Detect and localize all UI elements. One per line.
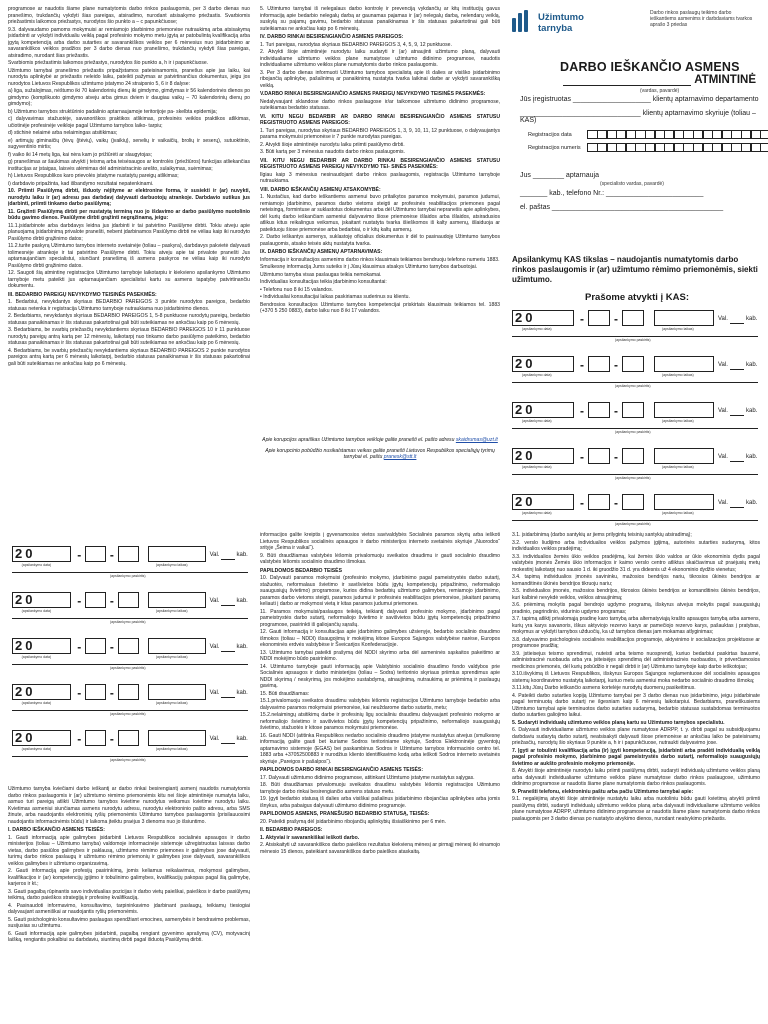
bottom-middle-paragraph: 15.2.nelaimingų atsitikimų darbe ir profesinių ligų socialiniu draudimu dalyvaujant profesinio mokymo ar neformaliojo švietimo ir savišvietos būdu įgytų kompetencijų pripažinimo, neformaliojo suaugusiųjų švietimo, stažuotės ir kitose paramos mokymuisi priemonėse. [260,712,500,731]
visit-heading: Prašome atvykti į KAS: [585,292,690,303]
room-field[interactable] [221,651,234,652]
year-prefix: 20 [15,730,36,745]
middle-paragraph: Ilgiau kaip 3 mėnesius nesinaudojant darbo rinkos paslaugomis, registracija Užimtumo tarnyboje nutraukiama. [260,171,500,184]
bottom-middle-paragraph: 17. Dalyvauti užimtumo didinimo programose, atitinkant Užimtumo įstatyme nustatytus sąlygas. [260,774,475,781]
appointment-row[interactable] [12,638,248,660]
form-title: DARBO IEŠKANČIO ASMENS [560,60,740,74]
purpose-line[interactable] [12,618,248,619]
appointment-row[interactable] [12,684,248,706]
bottom-left-paragraph: 6. Gauti informaciją apie galimybes įsidarbinti, pagalbą rengiant gyvenimo aprašymą (CV), motyvacinį laišką, rengiantis pokalbiui su darbdaviu, siuntimą dirbti pagal išduotą Pasiūlymą dirbti. [8,930,250,943]
bottom-right-paragraph: 4. Pateikti darbo sutarties kopiją Užimtumo tarnybai per 3 darbo dienas nuo įsidarbinimo, jeigu įsidarbinate pagal terminuotą darbo sutartį ne ilgesniam kaip 6 mėnesių laikotarpiui. Bedarbiams, praneškusiems Užimtumo tarnybai apie terminuotos darbo sutarties sudarymą, bedarbio statusas sustabdomas terminuotos darbo sutarties galiojimo laikui. [512,692,760,718]
digit-box[interactable] [760,130,768,139]
time-unit-label: Val. [718,500,728,506]
middle-paragraph: Smulkesnę informaciją Jums suteiks ir į Jūsų klausimus atsakys Užimtumo tarnybos darbuotojai. [260,264,478,270]
time-caption: (apsilankymo laikas) [662,373,694,377]
date-separator: - [77,686,82,700]
bottom-middle-paragraph: 15.1.privalomuoju sveikatos draudimu valstybės lėšomis registracijos Užimtumo tarnyboje bedarbio arba dalyvavimo paramos mokymuisi priemonėse, kai neuždarome darbo sutartis, metu; [260,698,500,711]
appointment-date-field[interactable] [12,592,71,608]
middle-paragraph: IV. DARBO RINKAI BESIRENGIANČIO ASMENS PAREIGOS: [260,34,404,40]
time-unit-label: Val. [209,690,220,696]
visit-purpose-text: Apsilankymų KAS tikslas – naudojantis numatytomis darbo rinkos paslaugomis ir (ar) užimtumo rėmimo priemonėmis, siekti užimtumo. [512,255,758,284]
purpose-line[interactable] [12,664,248,665]
year-prefix: 20 [515,402,536,417]
bottom-middle-paragraph: 14. Užimtumo tarnyboje gauti informaciją apie Valstybinio socialinio draudimo fondo valdybos prie Socialinės apsaugos ir darbo ministerijos (toliau – Sodra) teritorinio skyriaus priimtus sprendimus apie NDDI skyrimą / neskyrimą, jos mokėjimo sustabdymą, atnaujinimą, nutraukimą ar priėmimą ir paslaugų gavimą. [260,663,500,689]
bottom-right-paragraph: 3.11.kitų Jūsų Darbo ieškančio asmens kortelėje nurodytų duomenų pasikeitimus. [512,685,696,691]
bottom-middle-paragraph: 2. Atsiskaityti už savarankiškos darbo paieškos rezultatus kiekvieną mėnesį ar pirmąjį mėnesį iki einamojo mėnesio 15 dienos, pateikiant savarankiškos darbo paieškos ataskaitą. [260,842,500,855]
date-separator: - [109,548,114,562]
bottom-right-paragraph: 9.1. negalėjimą atvykti šioje atmintinėje nustatytu laiku arba nuotoliniu būdu gauti kvietimą atvykti priimti pasiūlymą dirbti, sudaryti individualų užimtumo veiklos planą arba dalyvauti individualiame užimtumo veiklos plane numatytose ADRPP, užimtumo didinimo programose ar naudotis šiame plane numatytomis darbo rinkos paslaugomis per 3 darbo dienas po nustatyto atvykimo dienos, nurodant neatvykimo priežastis. [512,796,760,822]
date-caption: (apsilankymo data) [522,327,552,331]
date-caption: (apsilankymo data) [522,419,552,423]
year-prefix: 20 [15,684,36,699]
day-field[interactable] [118,592,139,608]
month-field[interactable] [588,448,610,464]
bottom-right-paragraph: 6. Dalyvauti individualiame užimtumo veiklos plane numatytose ADRPP, t. y. dirbti pagal su subsidijuojamu darbdaviu sudarytą darbo sutartį, neatsisakyti dalyvauti šiose priemonėse ar anksčiau laiko be pateisinamų priežasčių, nurodytų šio skyriaus 9 punkte a, h ir i papunkčiuose, nutraukti dalyvavimo jose. [512,727,760,746]
bottom-middle-paragraph: PAPILDOMOS ASMENS, PRANEŠUSIO BEDARBIO STATUSĄ, TEISĖS: [260,811,430,817]
bottom-middle-paragraph: 12. Gauti informaciją ir konsultacijas apie įdarbinimo galimybes užsienyje, bedarbio socialinio draudimo išmokos (toliau – NDDI) išsaugojimą ir mokėjimą kitose Europos Sąjungos valstybėse narėse, Europos ekonominės erdvės valstybėse ir Šveicarijos Konfederacijoje. [260,629,500,648]
time-caption: (apsilankymo laikas) [155,609,188,613]
date-separator: - [77,594,82,608]
middle-paragraph: 3. Per 3 darbo dienas informuoti Užimtumo tarnybos specialistą apie iš dalies ar visiško įsidarbinimo ribojančią aplinkybę, pašalinimą ar panaikinimą nustatyta tvarka laikinai darbe ar vykdyti savarankišką veiklą. [260,69,500,89]
bottom-middle-paragraph: PAPILDOMOS DARBO RINKAI BESIRENGIANČIO ASMENS TEISĖS: [260,767,424,773]
day-field[interactable] [622,448,644,464]
date-separator: - [614,404,618,418]
appointment-date-field[interactable] [12,638,71,654]
month-field[interactable] [588,494,610,510]
middle-paragraph: Nedalyvaujant sklandose darbo rinkos paslaugose ir/ar taikomose užimtumo didinimo programose, suteikiamas bedarbio statusas. [260,98,500,111]
appointment-row[interactable] [512,310,758,332]
day-field[interactable] [622,494,644,510]
month-field[interactable] [588,356,610,372]
month-field[interactable] [588,310,610,326]
middle-column-text [260,6,500,476]
middle-paragraph: 5. Užimtumo tarnybai iš nelegalaus darbo kontrolę ir prevenciją vykdančių ar kitų institucijų gavus informaciją apie bedarbio nelegalų darbą ar gaunamas pajamas ir (ar) nelegalų darbą, nelendarų veiklą, suskylą su pajamų gavimu, bedarbio statusas panaikinamas ir šis statusas pakartotinai gali būti suteikiamas ne anksčiau kaip po 6 mėnesių. [260,6,500,32]
month-field[interactable] [85,638,106,654]
left-paragraph: Užimtumo tarnybai pranešimo priežastis pripažįstamos pateisinamomis, pranešus apie jas laiku, kai nurodyta aplinkybė ar priežastis neleido laiku, pateikti pažymas ar patvirtinančius dokumentus, jeigu jos nurodytos Lietuvos Respublikos užimtumo įstatymo 24 straipsnio 5, 6 ir 8 dalyse: [8,67,250,87]
appointment-time-field[interactable] [148,730,206,746]
appointment-date-field[interactable] [512,494,574,510]
purpose-caption: (apsilankymo paskirtis) [110,620,146,624]
stt-email-link[interactable]: pranesk@stt.lt [383,454,417,460]
left-paragraph: e) artimųjų giminaičių (tėvų (įtėvių), vaikų (įvaikių), senelių ir vaikaičių, brolių ir seserų), sutuoktinio, sugyventinio mirtis; [8,137,250,150]
registration-date-label: Registracijos data [528,132,572,138]
bottom-left-paragraph: I. DARBO IEŠKANČIO ASMENS TEISĖS: [8,827,105,833]
left-paragraph: 4. Bedarbiams, be svarbių priežasčių nevykdantiems skyriaus BEDARBIO PAREIGOS 2 punkte nurodytos pareigos antrą kartą per 6 mėnesių laikotarpį, bedarbio statusas panaikinamas ir šis statusas pakartotinai gali būti suteikiamas ne anksčiau kaip po 6 mėnesių. [8,347,250,367]
appointment-time-field[interactable] [654,356,714,372]
left-paragraph: d) stichinė nelaimė arba nelaimingas atsitikimas; [8,130,118,136]
day-field[interactable] [118,684,139,700]
purpose-caption: (apsilankymo paskirtis) [615,384,651,388]
corruption-email-link[interactable]: skaidrumas@uzt.lt [455,437,498,443]
date-separator: - [77,732,82,746]
bottom-right-paragraph: 3.4. tapimą individualios įmonės savininku, mažosios bendrijos nariu, tikrosios ūkinės bendrijos ar komanditinės ūkinės bendrijos tikruoju nariu; [512,574,760,587]
room-field[interactable] [730,507,744,508]
room-label: kab. [746,454,758,460]
year-prefix: 20 [15,546,36,561]
date-separator: - [614,358,618,372]
bottom-left-text [8,786,250,1020]
appointment-date-field[interactable] [12,546,71,562]
date-caption: (apsilankymo data) [21,563,52,567]
purpose-line[interactable] [512,336,758,337]
room-label: kab. [236,552,248,558]
month-field[interactable] [85,592,106,608]
bottom-right-paragraph: 9. Pranešti telefonu, elektroniniu paštu arba pačiu Užimtumo tarnybai apie: [512,788,694,795]
bottom-right-paragraph: 3.1. įsidarbinimą (darbo santykių ar jiems prilygintų teisinių santykių atsiradimą); [512,532,692,538]
bottom-right-paragraph: 8. Atvykti šioje atmintinėje nurodytu laiku priimti pasiūlymą dirbti, sudaryti individualų užimtumo veiklos planą arba dalyvauti individualiame užimtumo veiklos plane numatytose darbo rinkos paslaugose, užimtumo didinimo programose ar naudotis šiame plane numatytomis darbo rinkos paslaugomis. [512,768,760,787]
middle-paragraph: 2. Darbo ieškantys asmenys, suklastoję oficialius dokumentus ir dėl to pasinaudoję Užimtumo tarnybos paslaugomis, atsako teisės aktų nustatyta tvarka. [260,234,500,247]
year-prefix: 20 [515,448,536,463]
bottom-left-paragraph: 3. Gauti pagalbą rūpinantis savo individualias pozicijas ir darbo vietų paieškai, paieškos ir darbo pasiūlymų teikimą, darbo paieškos strategiją ir profesinę kvalifikaciją. [8,888,250,901]
day-field[interactable] [622,310,644,326]
logo-line-1: Užimtumo [538,12,584,23]
bottom-middle-text [260,532,500,1022]
bottom-middle-paragraph: 9. Būti draudžiamas valstybės lėšomis privalomuoju sveikatos draudimu ir gauti socialinio draudimo valstybės lėšomis socialinio draudimo išmokas. [260,552,500,565]
bottom-left-paragraph: 2. Gauti informaciją apie profesijų pasirinkimą, jomis keliamus reikalavimus, mokymosi galimybes, kvalifikacijos ir (ar) kompetencijų įgijimo ir tobulinimo galimybes, kvalifikacijų pakopas pagal šią galimybę, karjeros ir kt.; [8,868,250,887]
room-label: kab. [236,598,248,604]
left-paragraph: 9.3. dalyvaudamo pamoms mokymuisi ar remiamojo įdarbinimo priemonėse nutraukimą arba atsisakymą įsidarbinti ar vykdyti individualiu veiklą pagal profesinio mokymo metu įgytą ar patobulintą kvalifikaciją arba įgytą kompetenciją arba darbo sutarties ar savarankiškos veiklos per 6 mėnesius nuo įsidarbinimo ar savarankiškos veiklos pradžios per 3 darbo dienas nuo pranešimo, trukdančių vykdyti šias pareigas, atsiradimo, nurodant šias priežastis. [8,26,250,59]
bottom-middle-paragraph: II. BEDARBIO PAREIGOS: [260,827,323,833]
purpose-line[interactable] [512,382,758,383]
purpose-caption: (apsilankymo paskirtis) [110,574,146,578]
bottom-middle-paragraph: 15. Būti draudžiamas: [260,690,310,697]
bottom-left-paragraph: 5. Gauti psichologinio konsultavimo paslaugas spendžiant emocines, asmenybės ir bendravimo problemas, susijusias su užimtumu. [8,916,250,929]
day-field[interactable] [118,638,139,654]
bottom-right-paragraph: 3.3. individualios žemės ūkio veiklos pradėjimą, kai žemės ūkio valdos ar ūkio ekonominis dydis pagal valstybės įmonės Žemės ūkio informacijos ir kaimo verslo centro atliktus skaičiavimus už praėjusių metų mokestinį laikotarpį nuo sausio 1 d. iki gruodžio 31 d. yra didesnis už 4 ekonominio dydžio vienetus; [512,553,760,573]
bottom-right-paragraph: 5. Sudaryti individualų užimtumo veiklos planą kartu su Užimtumo tarnybos specialistu. [512,719,725,726]
middle-paragraph: VI. KITU NEGU BEDARBIR AR DARBO RINKAI BESIRENGIANČIO ASMENS STATUSU REGISTRUOTO ASMENS PAREIGOS: [260,113,500,126]
bottom-right-paragraph: 3.7. tapimą atliktį privalomąją pradinę karo tarnybą arba alternatyviąją krašto apsaugos tarnybą arba asmens, kurių yra karys savanoris, iškus aktyviojo rezervo karys ar pamečiojo rezervo karys, pašauktas į pratybas, mokymus ar vykdyti tarnybos užduočių, ka už tarnybos dienas jam mokamas atlyginimas; [512,616,760,635]
middle-paragraph: 1. Nustačius, kad darbo ieškantiems asmenui buvo pritaikytos paramos mokymuisi, paramos judumui, remiamojo įdarbinimo, paramos darbo vietoms steigti ar profesinės reabilitacijos priemones pagal neteisingą, formintuse ar suklastotus dokumentus arba dėl Užimtumo tarnybai nepranešis apie aplinkybes, dėl kurių darbo ieškančiam asmeniui dalyvavimo šiose priemonėse išlaidos arba išlaidos, atsiradusios atlikus kitus reikalingus veiksmus, įskaitant nustatyta tvarka išieškomos iš kalty asmenų, išlaiduoja ar pateiktuoju šiose priemonėse arba bedarbiai, o ir kitų kaltų asmenų. [260,194,500,233]
middle-paragraph: Užimtumo tarnyba visas paslaugas teikia nemokamai. [260,271,382,278]
day-field[interactable] [118,730,139,746]
name-caption: (vardas, pavardė) [640,88,680,94]
appointment-row[interactable] [12,546,248,568]
left-paragraph: Svarbiomis priežastimis laikomos priežastys, nurodytos šio punkto a, h ir i papunkčiuose. [8,60,209,66]
left-paragraph: b) Užimtumo tarnybos struktūrinio padalinio aptarnaujamoje teritorijoje pa- skelbta epidemija; [8,108,217,115]
appointment-time-field[interactable] [148,592,206,608]
bottom-middle-paragraph: 13. Užimtumo tarnybai pateikti prašymą dėl NDDI skyrimo arba dėl asmeninės sąskaitos pakeitimo ar NDDI mokėjimo būdo pasirinkimo. [260,649,500,662]
appointment-row[interactable] [512,448,758,470]
email-field[interactable]: el. paštas ____________________________________________ [520,204,724,211]
room-field[interactable] [221,697,234,698]
purpose-line[interactable] [512,428,758,429]
middle-paragraph: 1. Turi pareigas, nurodytas skyriaus BEDARBIO PAREIGOS 3, 4, 5, 9, 12 punktuose. [260,41,452,48]
registration-number-boxes[interactable] [588,143,768,152]
corruption-note-text-1: Apie korupcijos apraiškas Užimtumo tarnybos veikloje galite pranešti el. pašto adresu [262,437,455,443]
purpose-caption: (apsilankymo paskirtis) [615,430,651,434]
registered-office-field[interactable]: _______________________________ klientų aptarnavimo skyriuje (toliau – KAS) [520,110,756,124]
month-field[interactable] [85,730,106,746]
left-paragraph: f) vaiko iki 14 metų liga, kai nėra kam jo prižiūrėti ar slaugytojas; [8,151,153,158]
purpose-caption: (apsilankymo paskirtis) [110,758,146,762]
date-caption: (apsilankymo data) [21,655,52,659]
date-separator: - [580,358,584,372]
month-field[interactable] [588,402,610,418]
digit-box[interactable] [760,143,768,152]
bottom-middle-paragraph: 1. Aktyviai ir savarankiškai ieškoti darbo. [260,834,360,841]
bottom-middle-paragraph: 20. Pateikti prašymą dėl įsidarbinimo ribojančių aplinkybių išsiaiškinimo per 6 mėn. [260,818,447,825]
bottom-right-paragraph: 3.2. verslo liudijimo arba individualios veiklos pažymos įgijimą, autorinės sutarties sudarymą, kitos individualios veiklos pradėjimą; [512,539,760,552]
left-paragraph: 1. Bedarbiui, nevykdantys skyriaus BEDARBIO PAREIGOS 3 punkte nurodytos pareigos, bedarbio statusas netenka ir registracija Užimtumo tarnyboje nutraukiama nuo įsidarbinimo dienos. [8,299,250,312]
bottom-right-paragraph: 3.10.išvykimą iš Lietuvos Respublikos, išskyrus Europos Sąjungos reglamentuose dėl socialinės apsaugos sistemų koordinavimo nustatytą laikotarpį, kuriuo metu asmeniui moka nedarbo socialinio draudimo išmoką; [512,671,760,684]
appointment-time-field[interactable] [654,448,714,464]
appointment-time-field[interactable] [148,546,206,562]
time-caption: (apsilankymo laikas) [155,563,188,567]
middle-paragraph: V.DARBO RINKAI BESIRENGIANČIO ASMENS PAREIGŲ NEVYKDYMO TEISINĖS PASEKMĖS: [260,91,486,97]
time-caption: (apsilankymo laikas) [662,327,694,331]
middle-paragraph: IX. DARBO IEŠKANČIŲ ASMENŲ APTARNAVIMAS: [260,249,383,255]
date-separator: - [109,732,114,746]
registration-date-boxes[interactable] [588,130,768,139]
form-subtitle: ATMINTINĖ [520,74,756,86]
registration-number-label: Registracijos numeris [528,145,581,151]
middle-paragraph: Individualias konsultacijas teikia įdarbinimo konsultantai: [260,279,387,285]
middle-paragraph: • Individualiai konsultacijai laikas paskiriamas suderinus su klientu. [260,294,410,300]
purpose-line[interactable] [12,572,248,573]
middle-paragraph: VII. KITU NEGU BEDARBIR AR DARBO RINKAI BESIRENGIANČIO ASMENS STATUSU REGISTRUOTO ASMENS PAREIGŲ NEVYKDYMO TEI- SINĖS PASEKMĖS: [260,157,500,170]
date-caption: (apsilankymo data) [522,373,552,377]
year-prefix: 20 [515,356,536,371]
time-caption: (apsilankymo laikas) [155,747,188,751]
date-separator: - [109,686,114,700]
middle-paragraph: VIII. DARBO IEŠKANČIŲ ASMENŲ ATSAKOMYBĖ: [260,186,381,193]
date-separator: - [614,450,618,464]
middle-paragraph: 3. Būti kartą per 3 mėnesius naudotis darbo rinkos paslaugomis. [260,149,405,155]
day-field[interactable] [622,402,644,418]
time-caption: (apsilankymo laikas) [155,701,188,705]
bottom-middle-paragraph: 11. Paramos mokymuisi/paslaugos teikėją, teikiantį dalyvauti profesinio mokymo, įdarbinimo pagal pameistrystės darbo sutartį, neformaliojo švietimo ir savišvietos būdu įgytų kompetencijų pripažinimo programose, pasirinkti iš galiojančių sąrašų. [260,608,500,628]
room-label: kab. [236,644,248,650]
appointment-time-field[interactable] [654,402,714,418]
date-caption: (apsilankymo data) [21,701,52,705]
left-paragraph: 11.1.įsidarbinote arba darbdavys leidna jus įdarbinti ir tai patvirtino Pasiūlyme dirbti. Tokiu atveju apie planuojamą įsidarbinimą privalote pranešti, nebent įdarbinamos Pasiūlymo dirbti ne vėliau kaip iki nurodyto Pasiūlymo dirbti grąžinimo datos; [8,222,250,242]
bottom-right-paragraph: 3.5. individualios įmonės, mažosios bendrijos, tikrosios ūkinės bendrijos ar komanditinės ūkinės bendrijos, kuri kalbinė nevykdė veiklos, veiklos atnaujinimą; [512,588,760,601]
registered-department-field[interactable]: Jūs įregistruotas ____________________ klientų aptarnavimo departamento [520,96,759,103]
room-label: kab. [236,736,248,742]
room-field[interactable] [730,461,744,462]
date-separator: - [77,548,82,562]
purpose-caption: (apsilankymo paskirtis) [615,338,651,342]
bottom-right-paragraph: 7. Įgyti ar tobulinti kvalifikaciją arba (ir) įgyti kompetenciją, įsidarbinti arba pradėti individualią veiklą pagal profesinio mokymo, įdarbinimo pagal pameistrystės darbo sutartį, neformaliojo suaugusiųjų švietimo ar aukšto profesinio mokymo priemonėje. [512,747,760,767]
room-label: kab. [746,362,758,368]
time-unit-label: Val. [209,598,220,604]
date-separator: - [109,640,114,654]
bottom-right-paragraph: 3.9. jstieisejus teismo sprendimui, nuteisti arba teismo nuosprendį, kuriuo bedarbiui paskirtas bausmė, administracinė nuobauda arba yra įsiteisėjęs sprendimą dėl administracinės nuobaudos, ir priverčiamosios medicinos priemonės, dėl kurių pobūdžio ir negali dirbti ir (ar) Užimtumo tarnyboje kaip darbo ieškotojas; [512,650,760,670]
appointment-row[interactable] [512,494,758,516]
appointment-time-field[interactable] [148,638,206,654]
appointment-date-field[interactable] [512,356,574,372]
middle-paragraph: Bendrosios konsultacijos Užimtumo tarnybos kompetencijai priskirtais klausimais teikiamos tel. 1883 (+370 5 250 0883), darbo laiku nuo 8 iki 17 valandos. [260,301,500,314]
date-separator: - [109,594,114,608]
appointment-date-field[interactable] [12,684,71,700]
room-field[interactable] [730,323,744,324]
day-field[interactable] [118,546,139,562]
left-paragraph: 12. Saugoti šią atmintinę registracijos Užimtumo tarnyboje laikotarpiu ir kiekvieno apsilankymo Užimtumo tarnyboje metu pateikti jus aptarnaujančiam specialistui kartu su asmens tapatybę patvirtinančiu dokumentu. [8,270,250,289]
advisor-caption: (specialisto vardas, pavardė) [600,181,664,187]
date-caption: (apsilankymo data) [21,747,52,751]
date-separator: - [580,404,584,418]
room-field[interactable] [221,559,234,560]
bottom-middle-paragraph: 10. Dalyvauti paramos mokymuisi (profesinio mokymo, įdarbinimo pagal pameistrystės darbo sutartį, stažuotės, neformalaus švietimo ir savišvietos būdu įgytų kompetencijų pripažinimo, neformaliojo suaugusiųjų švietimo) programose, kurios didina bedarbių užimtumo galimybes, remiamojo įdarbinimo, paramos darbo vietoms steigti, paramos judumui ir profesinės reabilitacijos priemonėse, įskaitant paramą keliauti į darbo ar mokymosi vietą ir kitas paramos judumui priemones. [260,575,500,607]
purpose-caption: (apsilankymo paskirtis) [615,476,651,480]
month-field[interactable] [85,684,106,700]
bottom-right-paragraph: 3.8. dalyvavimo psichologinės socialinės reabilitacijos programoje, aktyvinimo ir socializacijos projektuose ar programose pradžią; [512,636,760,649]
time-unit-label: Val. [718,454,728,460]
middle-paragraph: • Telefonu nuo 8 iki 15 valandos. [260,286,334,293]
time-caption: (apsilankymo laikas) [155,655,188,659]
date-separator: - [77,640,82,654]
date-separator: - [580,496,584,510]
year-prefix: 20 [515,494,536,509]
corruption-note-text-2: Apie korupcinio pobūdžio nusikalstamas veikas galite pranešti Lietuvos Respublikos specialiųjų tyrimų tarnybai el. paštu [265,447,495,460]
logo-line-2: tarnyba [538,23,573,34]
uzimtumo-tarnyba-logo [512,8,592,44]
bottom-middle-paragraph: 19. Įgyti bedarbio statusą iš dalies arba visiškai pašalinus įsidarbinimo ribojančias aplinkybes arba jomis išnykus, arba pabaigus dalyvauti užimtumo didinimo programoje. [260,796,500,809]
appointment-date-field[interactable] [512,402,574,418]
time-caption: (apsilankymo laikas) [662,511,694,515]
bottom-middle-paragraph: informacijos galite kreiptis į gyvenamosios vietos savivaldybės Socialinės paramos skyrių arba ieškoti Lietuvos Respublikos socialinės apsaugos ir darbo ministerijos interneto svetainės skyriuje „Nuorodos“ srityje „Šeima ir vaikai“). [260,532,500,551]
purpose-caption: (apsilankymo paskirtis) [615,522,651,526]
bottom-left-paragraph: 1. Gauti informaciją apie galimybes įsidarbinti Lietuvos Respublikos socialinės apsaugos ir darbo ministerijos (toliau – Užimtumo tarnyba) valdomoje informacinėje sistemoje užregistruotas laisvas darbo vietas, darbo pasiūlos galimybes ir paklausą, užimtumo rėmimo priemones ir galimybes jose dalyvauti, turimų darbo rinkos paslaugų ir užimtumo rėmimo priemonių ir galimybes jose dalyvauti, savarankiškos veiklos galimybes ir užimtumo organizavimą. [8,834,250,867]
bottom-middle-paragraph: 16. Gauti NDDI (atitinka Respublikos nedarbo socialinio draudimo įstatyme nustatytus atvejus (smulkesnę informaciją galite gauti bet kuriame Sodros teritoriniame skyriuje, Sodros Elektroninėje gyventojų aptarnavimo sistemoje (EGAS) bei paskambinus Sodros ir Užimtumo tarnybos informacinio centro tel. 1883 arba +37052500883 ir nurodžius kliento identifikavimo kodą arba ieškoti Sodros interneto svetainės skyriuje „Pareigos ir pašalpos“). [260,732,500,765]
room-field[interactable] [730,369,744,370]
time-caption: (apsilankymo laikas) [662,419,694,423]
corruption-note [260,437,500,497]
header-note: Darbo rinkos paslaugų teikimo darbo ieškantiems asmenims ir darbdaviams tvarkos aprašo 3 priedas [650,10,753,28]
bottom-middle-paragraph: 18. Būti draudžiamas privalomuoju sveikatos draudimu valstybės lėšomis registracijos Užimtumo tarnyboje darbo rinkai besirengiančio asmens statuso metu. [260,782,500,795]
bottom-right-paragraph: 3.6. priėmimą mokytis pagal bendrojo ugdymo programą, išskyrus atvejus mokytis pagal suaugusiųjų pradinio, pagrindinio, vidurinio ugdymo programas; [512,602,760,615]
room-field[interactable] [221,743,234,744]
appointment-row[interactable] [512,402,758,424]
appointment-time-field[interactable] [654,310,714,326]
left-paragraph: 11. Grąžinti Pasiūlymą dirbti per nustatytą terminą nuo jo išdavimo ar darbo pasiūlymo nuotolinio būdu gavimo dienos. Pasiūlyme dirbti grąžinti negrąžinamą, jeigu: [8,208,250,221]
bottom-right-text [512,532,760,1022]
middle-paragraph: 2. Atvykti šioje atmintinėje nurodytu laiku priimti pasiūlymo dirbti. [260,141,405,148]
appointment-date-field[interactable] [12,730,71,746]
year-prefix: 20 [15,638,36,653]
appointment-time-field[interactable] [654,494,714,510]
appointment-row[interactable] [12,592,248,614]
date-separator: - [614,496,618,510]
time-unit-label: Val. [718,362,728,368]
year-prefix: 20 [15,592,36,607]
appointment-row[interactable] [512,356,758,378]
purpose-line[interactable] [512,474,758,475]
middle-paragraph: Informacija ir konsultacijos asmenims darbo rinkos klausimais teikiamos bendruoju telefono numeriu 1883. [260,256,500,263]
room-label: kab. [746,500,758,506]
bottom-left-paragraph: 4. Pasinaudoti informavimo, konsultavimo, tarpininkavimo įdarbinant paslaugų, teikiamų tiesiogiai dalyvaujant asmeniškai ar naudojantis ryšių priemonėmis. [8,902,250,915]
room-label: kab. [746,316,758,322]
time-unit-label: Val. [209,644,220,650]
date-caption: (apsilankymo data) [522,465,552,469]
left-paragraph: III. BEDARBIO PAREIGŲ NEVYKDYMO TEISINĖS PASEKMĖS: [8,291,157,298]
left-paragraph: 2. Bedarbiams, nevykdantys skyriaus BEDARBIO PAREIGOS 1, 5-8 punktuose nurodytų pareigų, bedarbio statusas panaikinamas ir šis statusas pakartotinai gali būti suteikiamas ne anksčiau kaip po 6 mėnesių. [8,313,250,326]
date-separator: - [580,312,584,326]
bottom-left-paragraph: Užimtumo tarnyba kviečiami darbo ieškantį ar darbo rinkai besirengiantį asmenį naudotis numatytomis darbo rinkos paslaugomis ir (ar) užimtumo rėmimo priemonėmis kitu nei šioje atmintinėje numatyta laiku, asmuo turi pareigą atlikti Užimtumo tarnybos kvietime nurodytus veiksmus kvietime nurodytu laiku. Kvietimas asmeniui siunčiamas asmens nurodytu adresu, nurodytu elektroninio pašto adresu, arba SMS žinute, arba naudojantis elektroninių ryšių priemonėmis Užimtumo tarnybos paslaugomis (prisilauuosimi naudojantis informacinėmis būdu) ir laikoma įteiktu praėjus 3 dienoms nuo jo išsiuntimo. [8,786,250,825]
appointment-date-field[interactable] [512,448,574,464]
purpose-line[interactable] [512,520,758,521]
purpose-caption: (apsilankymo paskirtis) [110,712,146,716]
month-field[interactable] [85,546,106,562]
appointment-row[interactable] [12,730,248,752]
middle-paragraph: 1. Turi pareigas, nurodytas skyriaus BEDARBIO PAREIGOS 1, 3, 9, 10, 11, 12 punktuose, o dalyvaujantys parama mokymuisi priemonėse ir 7 punkte nurodytas pareigas. [260,127,500,140]
left-paragraph: g) pranešimas ar šaukimas atvykti į teismą arba teisėsaugos ar kontrolės (priežiūros) funkcijas atliekančias institucijas ar įstaigas, laisvės atėmimas dėl administracinio arešto, sulaikymas, suėmimas; [8,159,250,172]
purpose-caption: (apsilankymo paskirtis) [110,666,146,670]
room-field[interactable] [730,415,744,416]
date-caption: (apsilankymo data) [21,609,52,613]
left-paragraph: 10. Priimti Pasiūlymą dirbti, išduoty nėjityme ar elektronine forma, ir susiekti ir (ar) nuvykti, nurodytu laiku ir (ar) adresu pas darbdavį dalyvauti darbuotojų atrankoje. Darbdavio sutikus jus įdarbinti, priimti tinkamo darbo pasiūlymą; [8,188,250,207]
purpose-line[interactable] [12,756,248,757]
left-paragraph: c) dalyvavimas stažuotėje, savanoriškos praktikos atlikimas, profesinės veiklos praktikos atlikimas, učiotinėje profesinėje veikloje pagal Užimtumo tarnybos laiko- tarpiu; [8,116,250,129]
day-field[interactable] [622,356,644,372]
date-separator: - [614,312,618,326]
time-unit-label: Val. [209,736,220,742]
bottom-middle-paragraph: PAPILDOMOS BEDARBIO TEISĖS [260,567,342,574]
left-column-text [8,6,250,492]
left-paragraph: h) Lietuvos Respublikos karo prievolės įstatyme nustatytų pareigų atlikimas; [8,173,179,179]
date-separator: - [580,450,584,464]
year-prefix: 20 [515,310,536,325]
room-label: kab. [746,408,758,414]
time-caption: (apsilankymo laikas) [662,465,694,469]
time-unit-label: Val. [718,408,728,414]
time-unit-label: Val. [209,552,220,558]
left-paragraph: programose ar naudotis šiame plane numatytomis darbo rinkos paslaugomis, per 3 darbo dienas nuo pranešimo, trukdančių vykdyti šias pareigas, atsiradimo, nurodant atsisakymo priežastis. Svarbiomis priežastimis laikomos priežastys, nurodytos šio punkto a – c papunkčiuose; [8,6,250,25]
left-paragraph: a) liga, sužalojimas, nėštumo iki 70 kalendorinių dienų iki gimdymo, gimdymas ir 56 kalendorinės dienos po gimdymo (komplikuoto gimdymo atveju arba gimus dviem ir daugiau vaikų – 70 kalendorinių dienų po gimdymo); [8,88,250,107]
room-field[interactable] [221,605,234,606]
left-paragraph: 11.2.turite paskyrą Užimtumo tarnybos interneto svetainėje (toliau – paskyra), darbdavys pakvietė dalyvauti tolimesnėje atrankoje ir tai patvirtino Pasiūlyme dirbti. Tokiu atveju apie tai privalote pranešti Jus aptarnaujančiam specialistui, siunčiant pranešimą iš asmens paskyros ne vėliau kaip iki nurodyto Pasiūlymo dirbti grąžinimo datos. [8,243,250,269]
left-paragraph: i) darbdavio pripažinta, kad išbandymo rezultatai nepatenkinami. [8,180,154,187]
appointment-time-field[interactable] [148,684,206,700]
time-unit-label: Val. [718,316,728,322]
middle-paragraph: 2. Atvykti šioje atmintinėje nurodytu laiku sudaryti ir (ar) atnaujinti užimtumo planą, dalyvauti individualiame užimtumo veiklos plane numatytose užimtumo didinimo programose, naudotis individualiame užimtumo veiklos plane numatytomis darbo rinkos paslaugomis. [260,49,500,68]
appointment-date-field[interactable] [512,310,574,326]
advisor-field[interactable]: Jus ________ aptarnauja [520,172,600,179]
office-phone-field[interactable]: _______ kab., telefono Nr.: _________________________ [520,190,704,197]
logo-mark-icon [512,10,534,34]
purpose-line[interactable] [12,710,248,711]
date-caption: (apsilankymo data) [522,511,552,515]
room-label: kab. [236,690,248,696]
left-paragraph: 3. Bedarbiams, be svarbių priežasčių nevykdantiems skyriaus BEDARBIO PAREIGOS 10 ir 11 punktuose nurodytų pareigų antrą kartą per 12 mėnesių, laikotarpį nuo tinkamo darbo pasiūlymo pateikimo, bedarbio statusas panaikinamas ir šis statusas pakartotinai gali būti suteikiamas ne anksčiau kaip po 6 mėnesių. [8,327,250,346]
